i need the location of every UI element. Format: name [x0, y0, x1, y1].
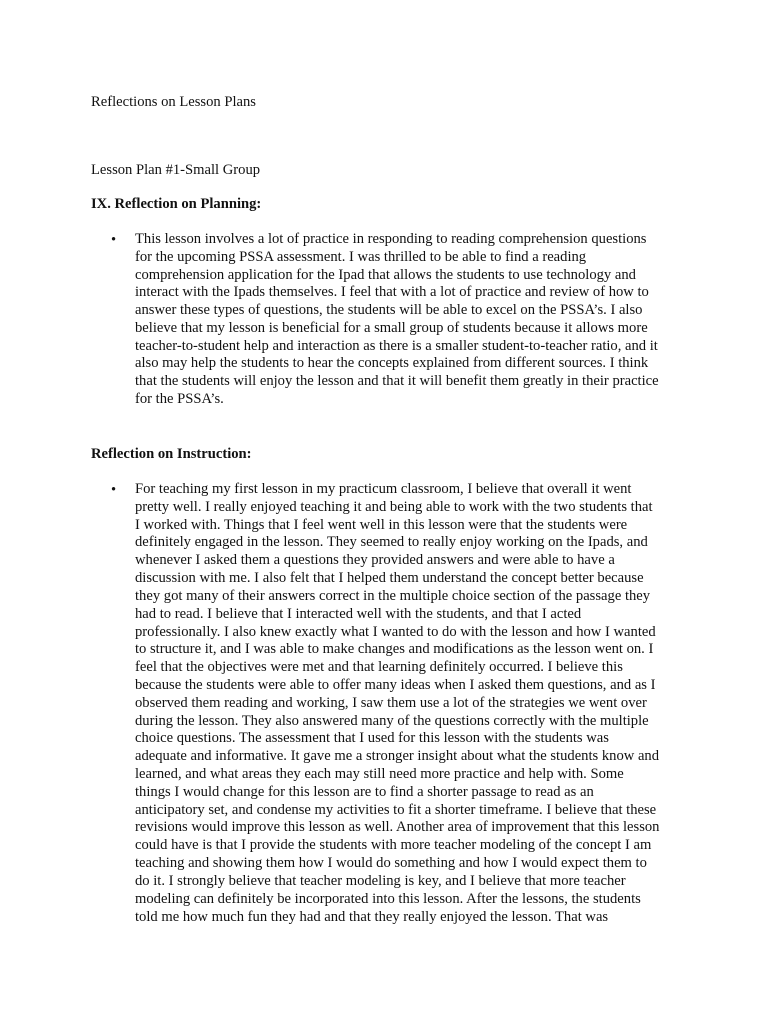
text-line: definitely engaged in the lesson. They seemed to really enjoy working on the Ipads, and [135, 534, 648, 551]
text-line: anticipatory set, and condense my activities to fit a shorter timeframe. I believe that these [135, 801, 657, 818]
text-line: feel that the objectives were met and that learning definitely occurred. I believe this [135, 659, 623, 676]
text-line: had to read. I believe that I interacted well with the students, and that I acted [135, 605, 582, 622]
text-line: told me how much fun they had and that they really enjoyed the lesson. That was [135, 908, 609, 925]
bullet-icon: • [111, 232, 117, 248]
text-line: choice questions. The assessment that I used for this lesson with the students was [135, 730, 609, 747]
text-line: This lesson involves a lot of practice in responding to reading comprehension questions [135, 231, 647, 247]
text-line: could have is that I provide the students with more teacher modeling of the concept I am [135, 837, 652, 854]
text-line: believe that my lesson is beneficial for a small group of students because it allows more [135, 319, 648, 336]
text-line: during the lesson. They also answered many of the questions correctly with the multiple [135, 712, 649, 729]
text-line: do it. I strongly believe that teacher modeling is key, and I believe that more teacher [135, 872, 626, 889]
text-line: that the students will enjoy the lesson and that it will benefit them greatly in their practice [135, 373, 659, 389]
text-line: comprehension application for the Ipad that allows the students to use technology and [135, 266, 636, 283]
text-line: teacher-to-student help and interaction as there is a smaller student-to-teacher ratio, and it [135, 337, 658, 354]
text-line: answer these types of questions, the students will be able to excel on the PSSA’s. I also [135, 302, 643, 318]
text-line: interact with the Ipads themselves. I feel that with a lot of practice and review of how to [135, 284, 649, 301]
text-line: for the PSSA’s. [135, 390, 224, 407]
bullet-icon: • [111, 482, 117, 498]
document-title: Reflections on Lesson Plans [91, 94, 256, 110]
text-line: also may help the students to hear the concepts explained from different sources. I think [135, 355, 649, 372]
text-line: modeling can definitely be incorporated into this lesson. After the lessons, the students [135, 890, 641, 907]
text-line: revisions would improve this lesson as well. Another area of improvement that this lesson [135, 819, 660, 836]
text-line: For teaching my first lesson in my practicum classroom, I believe that overall it went [135, 481, 632, 497]
text-line: because the students were able to offer many ideas when I asked them questions, and as I [135, 676, 656, 693]
text-line: for the upcoming PSSA assessment. I was thrilled to be able to find a reading [135, 248, 587, 265]
planning-reflection-heading: IX. Reflection on Planning: [91, 196, 262, 212]
instruction-reflection-heading: Reflection on Instruction: [91, 446, 252, 462]
text-line: adequate and informative. It gave me a stronger insight about what the students know and [135, 748, 660, 765]
text-line: professionally. I also knew exactly what I wanted to do with the lesson and how I wanted [135, 623, 656, 640]
text-line: pretty well. I really enjoyed teaching it and being able to work with the two students that [135, 498, 653, 515]
text-line: I worked with. Things that I feel went well in this lesson were that the students were [135, 516, 628, 533]
text-line: learned, and what areas they each may still need more practice and help with. Some [135, 766, 624, 782]
instruction-reflection-text [135, 481, 659, 926]
text-line: teaching and showing them how I would do something and how I would expect them to [135, 855, 647, 872]
text-line: discussion with me. I also felt that I helped them understand the concept better because [135, 570, 644, 587]
text-line: they got many of their answers correct in the multiple choice section of the passage they [135, 587, 651, 604]
planning-reflection-text [135, 231, 659, 409]
text-line: to structure it, and I was able to make changes and modifications as the lesson went on. I [135, 641, 654, 658]
text-line: things I would change for this lesson are to find a shorter passage to read as an [135, 783, 594, 800]
text-line: whenever I asked them a questions they provided answers and were able to have a [135, 552, 615, 569]
lesson-plan-heading: Lesson Plan #1-Small Group [91, 162, 261, 178]
text-line: observed them reading and working, I saw them use a lot of the strategies we went over [135, 694, 647, 711]
